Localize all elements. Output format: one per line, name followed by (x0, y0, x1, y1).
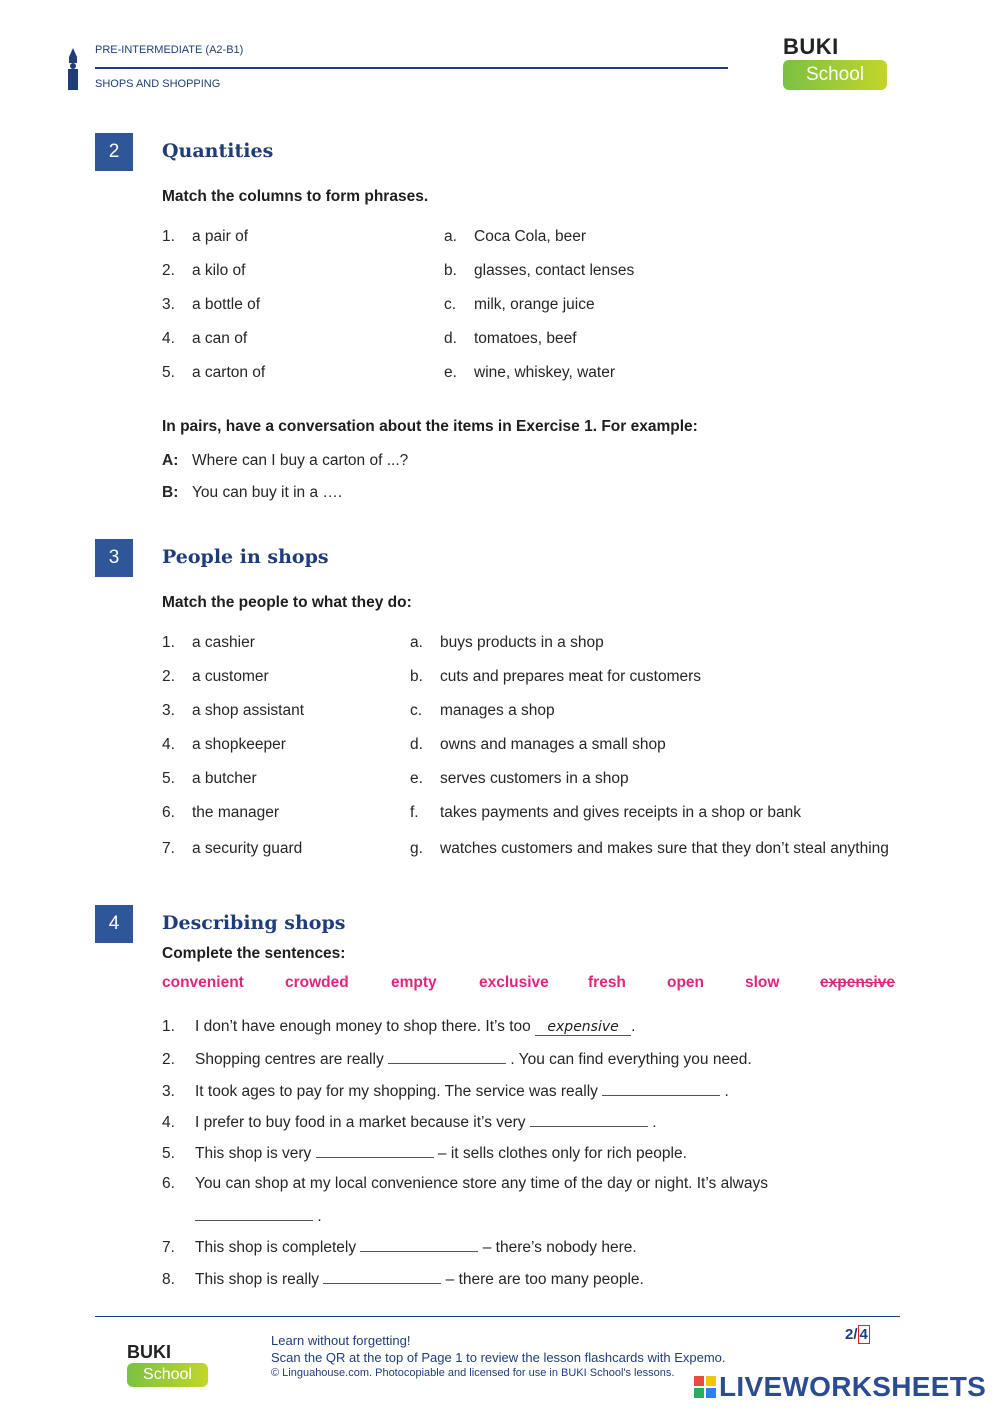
quantities-right-column (444, 228, 634, 398)
list-item: a. buys products in a shop (410, 634, 604, 651)
sentence-1: 1. I don’t have enough money to shop there. It’s too expensive . (162, 1018, 636, 1035)
footer-buki-logo (127, 1342, 208, 1387)
section4-instruction: Complete the sentences: (162, 945, 346, 962)
list-item: 5. a butcher (162, 770, 257, 787)
page-separator: / (853, 1326, 858, 1343)
section-title-quantities: Quantities (162, 140, 274, 162)
word-exclusive: exclusive (479, 974, 549, 991)
pairs-instruction: In pairs, have a conversation about the items in Exercise 1. For example: (162, 418, 698, 435)
dialog-line-a: A: Where can I buy a carton of ...? (162, 452, 409, 469)
sentence-7: 7. This shop is completely – there’s nobody here. (162, 1239, 637, 1256)
footer-slogan: Learn without forgetting! (271, 1333, 411, 1348)
answer-field-6[interactable] (195, 1206, 313, 1221)
section-number-3: 3 (95, 539, 133, 577)
footer-copyright: © Linguahouse.com. Photocopiable and licensed for use in BUKI School's lessons. (271, 1367, 675, 1379)
section2-instruction: Match the columns to form phrases. (162, 188, 429, 205)
footer-divider (95, 1316, 900, 1317)
people-right-column (410, 634, 900, 861)
answer-field-4[interactable] (530, 1112, 648, 1127)
list-item: 7. a security guard (162, 840, 303, 857)
big-ben-icon (66, 48, 80, 90)
word-slow: slow (745, 974, 780, 991)
word-fresh: fresh (588, 974, 626, 991)
list-item: e. wine, whiskey, water (444, 364, 615, 381)
list-item: 4. a shopkeeper (162, 736, 286, 753)
list-item: 4. a can of (162, 330, 248, 347)
list-item: a. Coca Cola, beer (444, 228, 587, 245)
sentence-6: 6. You can shop at my local convenience store any time of the day or night. It’s always (162, 1175, 768, 1192)
list-item: 5. a carton of (162, 364, 266, 381)
list-item: 3. a bottle of (162, 296, 261, 313)
logo-school-badge: School (783, 60, 887, 90)
section-number-2: 2 (95, 133, 133, 171)
list-item: d. owns and manages a small shop (410, 736, 666, 753)
list-item: f. takes payments and gives receipts in a shop or bank (410, 804, 802, 821)
list-item: b. cuts and prepares meat for customers (410, 668, 702, 685)
sentence-5: 5. This shop is very – it sells clothes only for rich people. (162, 1145, 687, 1162)
liveworksheets-watermark: LIVEWORKSHEETS (719, 1371, 987, 1402)
word-expensive-used: expensive (820, 974, 895, 991)
list-item: g. watches customers and makes sure that they don’t steal anything (410, 840, 889, 857)
sentence-6-continued: . (195, 1206, 322, 1226)
word-convenient: convenient (162, 974, 244, 991)
list-item: 2. a customer (162, 668, 269, 685)
sentence-2: 2. Shopping centres are really . You can find everything you need. (162, 1051, 752, 1068)
page-total: 4 (859, 1326, 868, 1343)
list-item: 6. the manager (162, 804, 280, 821)
list-item: c. manages a shop (410, 702, 555, 719)
page-number (845, 1326, 870, 1343)
sentence-3: 3. It took ages to pay for my shopping. The service was really . (162, 1083, 729, 1100)
logo-buki-text: BUKI (783, 34, 839, 59)
list-item: 1. a cashier (162, 634, 255, 651)
people-left-column (162, 634, 304, 874)
page-current: 2 (845, 1326, 854, 1343)
list-item: e. serves customers in a shop (410, 770, 629, 787)
list-item: b. glasses, contact lenses (444, 262, 635, 279)
buki-school-logo (783, 34, 887, 90)
sentence-4: 4. I prefer to buy food in a market because it’s very . (162, 1114, 657, 1131)
section-number-4: 4 (95, 905, 133, 943)
answer-field-3[interactable] (602, 1081, 720, 1096)
sentence-8: 8. This shop is really – there are too many people. (162, 1271, 644, 1288)
answer-field-8[interactable] (323, 1269, 441, 1284)
section-title-describing-shops: Describing shops (162, 912, 346, 934)
footer-logo-buki-text: BUKI (127, 1342, 171, 1362)
word-empty: empty (391, 974, 437, 991)
list-item: d. tomatoes, beef (444, 330, 577, 347)
course-level: PRE-INTERMEDIATE (A2-B1) (95, 44, 244, 56)
list-item: 1. a pair of (162, 228, 249, 245)
list-item: c. milk, orange juice (444, 296, 595, 313)
footer-logo-school-badge: School (127, 1363, 208, 1387)
lesson-topic: SHOPS AND SHOPPING (95, 78, 221, 90)
answer-field-1[interactable]: expensive (535, 1019, 631, 1036)
answer-field-7[interactable] (360, 1237, 478, 1252)
word-open: open (667, 974, 705, 991)
quantities-left-column (162, 228, 265, 398)
footer-qr-note: Scan the QR at the top of Page 1 to review the lesson flashcards with Expemo. (271, 1350, 726, 1365)
section-title-people-in-shops: People in shops (162, 546, 329, 568)
dialog-line-b: B: You can buy it in a …. (162, 484, 343, 501)
liveworksheets-grid-icon (694, 1376, 716, 1398)
answer-field-2[interactable] (388, 1049, 506, 1064)
list-item: 3. a shop assistant (162, 702, 305, 719)
list-item: 2. a kilo of (162, 262, 246, 279)
word-crowded: crowded (285, 974, 349, 991)
header-divider (95, 67, 728, 69)
answer-field-5[interactable] (316, 1143, 434, 1158)
section3-instruction: Match the people to what they do: (162, 594, 412, 611)
